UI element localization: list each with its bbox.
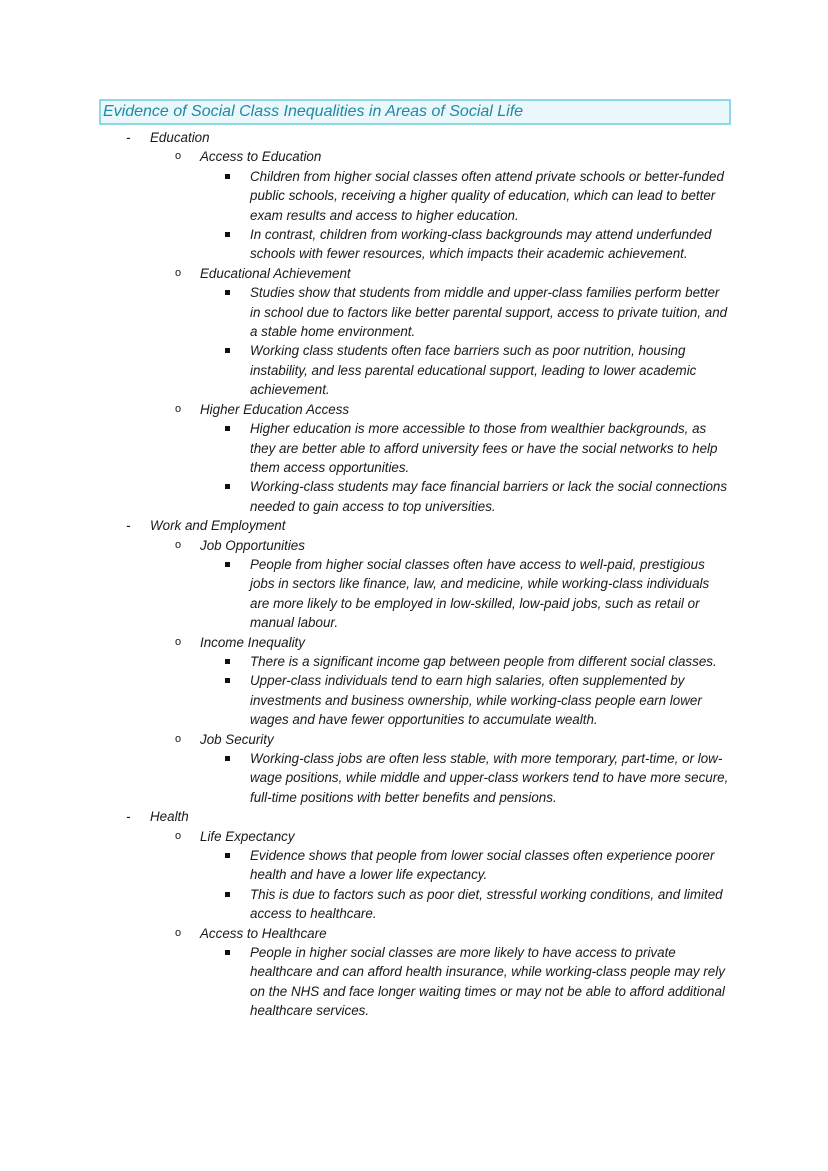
square-bullet-icon <box>225 562 230 567</box>
subsection <box>0 924 828 943</box>
circle-bullet-icon: o <box>175 538 182 551</box>
square-bullet-icon <box>225 950 230 955</box>
circle-bullet-icon: o <box>175 266 182 279</box>
bullet-text: Children from higher social classes often attend private schools or better-funded public schools, receiving a higher quality of education, which can lead to better exam results and access to higher education. <box>250 168 724 223</box>
dash-bullet-icon: - <box>126 809 131 825</box>
section-heading: Education <box>150 130 210 145</box>
subsection <box>0 147 828 166</box>
list-item <box>0 671 828 729</box>
list-item <box>0 555 828 633</box>
list-item <box>0 652 828 671</box>
square-bullet-icon <box>225 678 230 683</box>
square-bullet-icon <box>225 232 230 237</box>
square-bullet-icon <box>225 756 230 761</box>
subsection-heading: Educational Achievement <box>200 265 351 281</box>
section-education <box>0 128 828 147</box>
subsection <box>0 730 828 749</box>
square-bullet-icon <box>225 290 230 295</box>
section-heading: Work and Employment <box>150 518 286 534</box>
bullet-text: Working-class students may face financial barriers or lack the social connections needed to gain access to top universities. <box>250 479 728 514</box>
list-item <box>0 225 828 264</box>
subsection <box>0 633 828 652</box>
section-heading: Health <box>150 809 189 825</box>
section-health <box>0 807 828 826</box>
dash-bullet-icon: - <box>126 130 131 145</box>
list-item <box>0 943 828 1021</box>
square-bullet-icon <box>225 174 230 179</box>
list-item <box>0 749 828 807</box>
bullet-text: People from higher social classes often have access to well-paid, prestigious jobs in sectors like finance, law, and medicine, while working-class individuals are more likely to be employed in low-skilled, low-paid jobs, such as retail or manual labour. <box>250 556 710 631</box>
document-body <box>0 128 828 1021</box>
circle-bullet-icon: o <box>175 635 182 648</box>
list-item <box>0 846 828 885</box>
circle-bullet-icon: o <box>175 732 182 745</box>
subsection-heading: Higher Education Access <box>200 401 350 417</box>
bullet-text: Working class students often face barriers such as poor nutrition, housing instability, and less parental educational support, leading to lower academic achievement. <box>250 343 697 398</box>
bullet-text: There is a significant income gap between people from different social classes. <box>250 653 717 669</box>
circle-bullet-icon: o <box>175 402 182 415</box>
list-item <box>0 283 828 341</box>
subsection <box>0 264 828 283</box>
section-work-and-employment <box>0 516 828 535</box>
subsection-heading: Life Expectancy <box>200 828 295 844</box>
subsection-heading: Access to Education <box>200 149 322 165</box>
square-bullet-icon <box>225 892 230 897</box>
document-title: Evidence of Social Class Inequalities in Areas of Social Life <box>99 99 731 125</box>
dash-bullet-icon: - <box>126 518 131 534</box>
square-bullet-icon <box>225 348 230 353</box>
bullet-text: Evidence shows that people from lower social classes often experience poorer health and have a lower life expectancy. <box>250 848 715 883</box>
subsection-heading: Job Security <box>200 731 274 747</box>
circle-bullet-icon: o <box>175 926 182 939</box>
list-item <box>0 419 828 477</box>
list-item <box>0 341 828 399</box>
square-bullet-icon <box>225 853 230 858</box>
subsection-heading: Access to Healthcare <box>200 925 327 941</box>
subsection <box>0 827 828 846</box>
subsection <box>0 400 828 419</box>
bullet-text: In contrast, children from working-class backgrounds may attend underfunded schools with fewer resources, which impacts their academic achievement. <box>250 227 712 262</box>
bullet-text: People in higher social classes are more likely to have access to private healthcare and can afford health insurance, while working-class people may rely on the NHS and face longer waiting times or may not be able to afford additional healthcare services. <box>250 945 725 1019</box>
square-bullet-icon <box>225 484 230 489</box>
bullet-text: Upper-class individuals tend to earn high salaries, often supplemented by investments and business ownership, while working-class people earn lower wages and have fewer opportunities to accumulate wealth. <box>250 673 702 728</box>
bullet-text: Higher education is more accessible to those from wealthier backgrounds, as they are better able to afford university fees or have the social networks to help them access opportunities. <box>250 421 718 475</box>
bullet-text: Studies show that students from middle and upper-class families perform better in school due to factors like better parental support, access to private tuition, and a stable home environment. <box>250 285 728 340</box>
list-item <box>0 477 828 516</box>
square-bullet-icon <box>225 426 230 431</box>
circle-bullet-icon: o <box>175 150 182 163</box>
subsection <box>0 536 828 555</box>
circle-bullet-icon: o <box>175 829 182 842</box>
list-item <box>0 885 828 924</box>
subsection-heading: Income Inequality <box>200 634 305 650</box>
bullet-text: Working-class jobs are often less stable, with more temporary, part-time, or low-wage positions, while middle and upper-class workers tend to have more secure, full-time positions with better benefits and pensions. <box>250 751 729 805</box>
bullet-text: This is due to factors such as poor diet, stressful working conditions, and limited access to healthcare. <box>250 886 723 922</box>
square-bullet-icon <box>225 659 230 664</box>
list-item <box>0 167 828 225</box>
subsection-heading: Job Opportunities <box>200 537 305 553</box>
